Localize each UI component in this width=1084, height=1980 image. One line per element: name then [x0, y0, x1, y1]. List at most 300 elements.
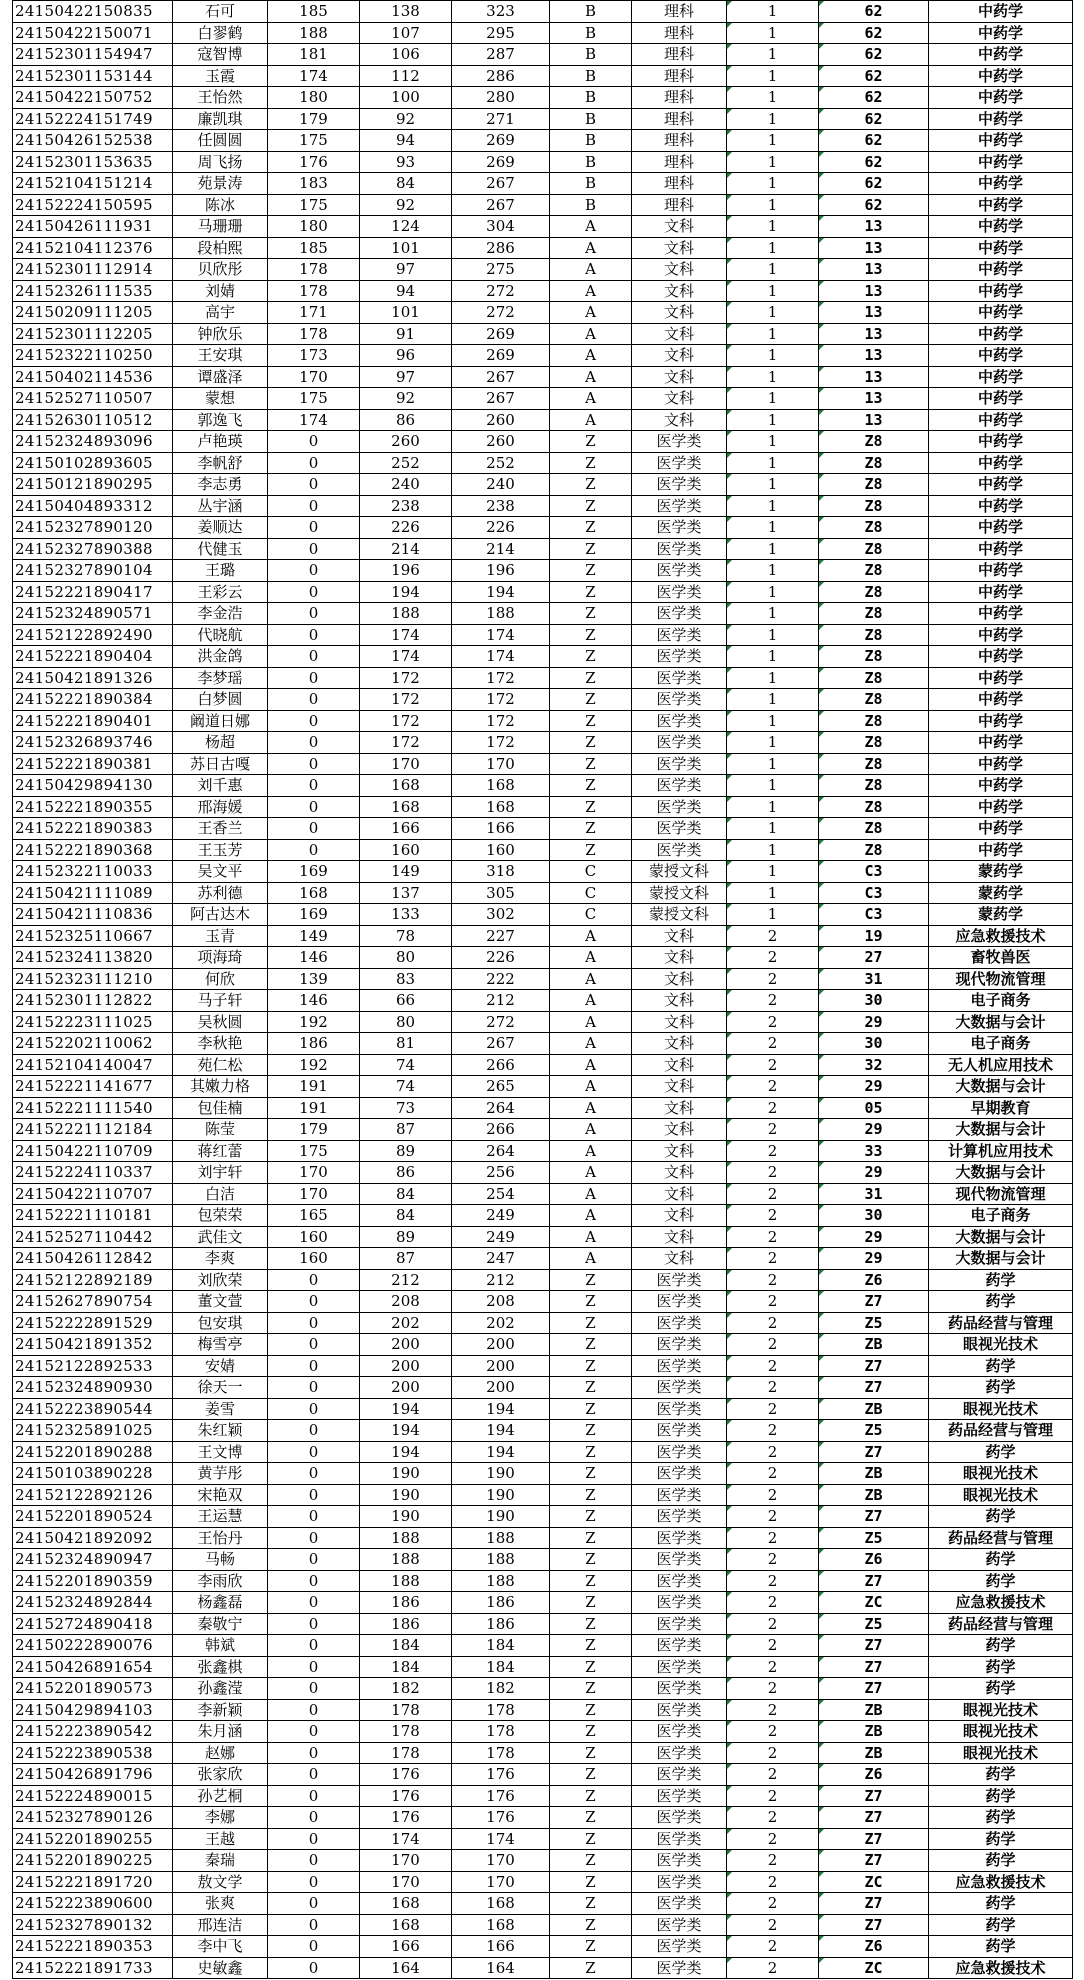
- cell-batch[interactable]: 2: [727, 1850, 819, 1872]
- cell-batch[interactable]: 1: [727, 151, 819, 173]
- cell-group[interactable]: C: [550, 882, 632, 904]
- cell-group[interactable]: Z: [550, 1527, 632, 1549]
- cell-score2[interactable]: 107: [360, 22, 452, 44]
- cell-group[interactable]: Z: [550, 1549, 632, 1571]
- cell-group[interactable]: Z: [550, 1871, 632, 1893]
- cell-major[interactable]: 大数据与会计: [929, 1076, 1073, 1098]
- cell-name[interactable]: 王璐: [173, 560, 268, 582]
- cell-id[interactable]: 24152327890120: [13, 517, 173, 539]
- cell-subject[interactable]: 医学类: [632, 732, 727, 754]
- cell-major[interactable]: 中药学: [929, 775, 1073, 797]
- cell-group[interactable]: Z: [550, 1936, 632, 1958]
- cell-batch[interactable]: 2: [727, 1549, 819, 1571]
- cell-id[interactable]: 24152221890368: [13, 839, 173, 861]
- cell-id[interactable]: 24152326111535: [13, 280, 173, 302]
- cell-code[interactable]: ZB: [819, 1398, 929, 1420]
- cell-batch[interactable]: 1: [727, 581, 819, 603]
- cell-major[interactable]: 中药学: [929, 194, 1073, 216]
- cell-subject[interactable]: 医学类: [632, 474, 727, 496]
- cell-total[interactable]: 302: [452, 904, 550, 926]
- cell-score2[interactable]: 84: [360, 1183, 452, 1205]
- cell-subject[interactable]: 蒙授文科: [632, 904, 727, 926]
- cell-score1[interactable]: 180: [268, 87, 360, 109]
- cell-score1[interactable]: 0: [268, 796, 360, 818]
- cell-score1[interactable]: 175: [268, 194, 360, 216]
- cell-id[interactable]: 24150426891654: [13, 1656, 173, 1678]
- cell-name[interactable]: 邢连洁: [173, 1914, 268, 1936]
- cell-major[interactable]: 中药学: [929, 366, 1073, 388]
- cell-code[interactable]: 05: [819, 1097, 929, 1119]
- cell-group[interactable]: A: [550, 1097, 632, 1119]
- cell-subject[interactable]: 医学类: [632, 1527, 727, 1549]
- cell-subject[interactable]: 理科: [632, 22, 727, 44]
- cell-score2[interactable]: 106: [360, 44, 452, 66]
- cell-major[interactable]: 药学: [929, 1377, 1073, 1399]
- cell-code[interactable]: Z8: [819, 474, 929, 496]
- cell-major[interactable]: 大数据与会计: [929, 1011, 1073, 1033]
- cell-score2[interactable]: 87: [360, 1248, 452, 1270]
- cell-name[interactable]: 邢海媛: [173, 796, 268, 818]
- cell-group[interactable]: Z: [550, 667, 632, 689]
- cell-score1[interactable]: 180: [268, 216, 360, 238]
- cell-score2[interactable]: 188: [360, 1549, 452, 1571]
- cell-group[interactable]: B: [550, 194, 632, 216]
- cell-major[interactable]: 药品经营与管理: [929, 1312, 1073, 1334]
- cell-total[interactable]: 226: [452, 517, 550, 539]
- cell-score1[interactable]: 0: [268, 775, 360, 797]
- cell-name[interactable]: 高宇: [173, 302, 268, 324]
- cell-major[interactable]: 药学: [929, 1549, 1073, 1571]
- cell-subject[interactable]: 医学类: [632, 775, 727, 797]
- cell-subject[interactable]: 医学类: [632, 517, 727, 539]
- cell-code[interactable]: Z6: [819, 1936, 929, 1958]
- cell-code[interactable]: Z6: [819, 1549, 929, 1571]
- cell-batch[interactable]: 2: [727, 1140, 819, 1162]
- cell-code[interactable]: Z8: [819, 818, 929, 840]
- cell-score2[interactable]: 112: [360, 65, 452, 87]
- cell-total[interactable]: 168: [452, 796, 550, 818]
- cell-batch[interactable]: 1: [727, 839, 819, 861]
- cell-subject[interactable]: 医学类: [632, 495, 727, 517]
- cell-subject[interactable]: 医学类: [632, 1312, 727, 1334]
- cell-name[interactable]: 王香兰: [173, 818, 268, 840]
- cell-major[interactable]: 药学: [929, 1635, 1073, 1657]
- cell-code[interactable]: 62: [819, 173, 929, 195]
- cell-subject[interactable]: 医学类: [632, 1592, 727, 1614]
- cell-subject[interactable]: 蒙授文科: [632, 882, 727, 904]
- cell-subject[interactable]: 蒙授文科: [632, 861, 727, 883]
- cell-batch[interactable]: 2: [727, 1570, 819, 1592]
- cell-score2[interactable]: 86: [360, 1162, 452, 1184]
- cell-id[interactable]: 24152527110507: [13, 388, 173, 410]
- cell-name[interactable]: 阿古达木: [173, 904, 268, 926]
- cell-batch[interactable]: 2: [727, 947, 819, 969]
- cell-name[interactable]: 史敏鑫: [173, 1957, 268, 1979]
- cell-group[interactable]: Z: [550, 1828, 632, 1850]
- cell-code[interactable]: Z7: [819, 1355, 929, 1377]
- cell-subject[interactable]: 医学类: [632, 581, 727, 603]
- cell-code[interactable]: 13: [819, 366, 929, 388]
- cell-major[interactable]: 中药学: [929, 796, 1073, 818]
- cell-subject[interactable]: 文科: [632, 323, 727, 345]
- cell-score1[interactable]: 183: [268, 173, 360, 195]
- cell-score2[interactable]: 178: [360, 1699, 452, 1721]
- cell-total[interactable]: 174: [452, 1828, 550, 1850]
- cell-subject[interactable]: 文科: [632, 990, 727, 1012]
- cell-major[interactable]: 中药学: [929, 44, 1073, 66]
- cell-subject[interactable]: 医学类: [632, 1269, 727, 1291]
- cell-score1[interactable]: 176: [268, 151, 360, 173]
- cell-total[interactable]: 196: [452, 560, 550, 582]
- cell-score1[interactable]: 0: [268, 1527, 360, 1549]
- cell-code[interactable]: 13: [819, 345, 929, 367]
- cell-score2[interactable]: 97: [360, 259, 452, 281]
- cell-subject[interactable]: 文科: [632, 1054, 727, 1076]
- cell-score2[interactable]: 174: [360, 1828, 452, 1850]
- cell-group[interactable]: A: [550, 925, 632, 947]
- cell-code[interactable]: 62: [819, 87, 929, 109]
- cell-score1[interactable]: 0: [268, 538, 360, 560]
- cell-major[interactable]: 现代物流管理: [929, 968, 1073, 990]
- cell-major[interactable]: 应急救援技术: [929, 1592, 1073, 1614]
- cell-id[interactable]: 24152221890355: [13, 796, 173, 818]
- cell-batch[interactable]: 1: [727, 280, 819, 302]
- cell-id[interactable]: 24150421111089: [13, 882, 173, 904]
- cell-code[interactable]: Z7: [819, 1506, 929, 1528]
- cell-name[interactable]: 陈冰: [173, 194, 268, 216]
- cell-name[interactable]: 郭逸飞: [173, 409, 268, 431]
- cell-major[interactable]: 中药学: [929, 409, 1073, 431]
- cell-id[interactable]: 24152326893746: [13, 732, 173, 754]
- cell-total[interactable]: 200: [452, 1377, 550, 1399]
- cell-name[interactable]: 马畅: [173, 1549, 268, 1571]
- cell-batch[interactable]: 1: [727, 108, 819, 130]
- cell-score2[interactable]: 73: [360, 1097, 452, 1119]
- cell-id[interactable]: 24152201890225: [13, 1850, 173, 1872]
- cell-score2[interactable]: 200: [360, 1355, 452, 1377]
- cell-group[interactable]: Z: [550, 753, 632, 775]
- cell-score2[interactable]: 196: [360, 560, 452, 582]
- cell-name[interactable]: 梅雪亭: [173, 1334, 268, 1356]
- cell-score1[interactable]: 168: [268, 882, 360, 904]
- cell-total[interactable]: 170: [452, 1850, 550, 1872]
- cell-major[interactable]: 药学: [929, 1828, 1073, 1850]
- cell-code[interactable]: Z8: [819, 431, 929, 453]
- cell-score2[interactable]: 176: [360, 1764, 452, 1786]
- cell-batch[interactable]: 2: [727, 1097, 819, 1119]
- cell-major[interactable]: 中药学: [929, 732, 1073, 754]
- cell-code[interactable]: Z8: [819, 452, 929, 474]
- cell-id[interactable]: 24152201890524: [13, 1506, 173, 1528]
- cell-major[interactable]: 眼视光技术: [929, 1484, 1073, 1506]
- cell-total[interactable]: 174: [452, 646, 550, 668]
- cell-score2[interactable]: 84: [360, 1205, 452, 1227]
- cell-score2[interactable]: 100: [360, 87, 452, 109]
- cell-score2[interactable]: 94: [360, 130, 452, 152]
- cell-id[interactable]: 24150429894130: [13, 775, 173, 797]
- cell-id[interactable]: 24150422150752: [13, 87, 173, 109]
- cell-id[interactable]: 24152325891025: [13, 1420, 173, 1442]
- cell-code[interactable]: Z8: [819, 796, 929, 818]
- cell-subject[interactable]: 理科: [632, 130, 727, 152]
- cell-name[interactable]: 刘欣荣: [173, 1269, 268, 1291]
- cell-score1[interactable]: 0: [268, 667, 360, 689]
- cell-group[interactable]: A: [550, 388, 632, 410]
- cell-name[interactable]: 王安琪: [173, 345, 268, 367]
- cell-group[interactable]: Z: [550, 1850, 632, 1872]
- cell-score2[interactable]: 252: [360, 452, 452, 474]
- cell-id[interactable]: 24152327890132: [13, 1914, 173, 1936]
- cell-total[interactable]: 265: [452, 1076, 550, 1098]
- cell-total[interactable]: 194: [452, 1441, 550, 1463]
- cell-subject[interactable]: 医学类: [632, 624, 727, 646]
- cell-total[interactable]: 200: [452, 1334, 550, 1356]
- cell-major[interactable]: 应急救援技术: [929, 925, 1073, 947]
- cell-major[interactable]: 中药学: [929, 388, 1073, 410]
- cell-subject[interactable]: 医学类: [632, 689, 727, 711]
- cell-name[interactable]: 代晓航: [173, 624, 268, 646]
- cell-total[interactable]: 227: [452, 925, 550, 947]
- cell-code[interactable]: Z8: [819, 839, 929, 861]
- cell-subject[interactable]: 理科: [632, 173, 727, 195]
- cell-total[interactable]: 267: [452, 1033, 550, 1055]
- cell-code[interactable]: 62: [819, 194, 929, 216]
- cell-major[interactable]: 中药学: [929, 538, 1073, 560]
- cell-total[interactable]: 168: [452, 1893, 550, 1915]
- cell-total[interactable]: 269: [452, 130, 550, 152]
- cell-batch[interactable]: 2: [727, 1914, 819, 1936]
- cell-score1[interactable]: 0: [268, 603, 360, 625]
- cell-id[interactable]: 24150426112842: [13, 1248, 173, 1270]
- cell-batch[interactable]: 2: [727, 1635, 819, 1657]
- cell-batch[interactable]: 2: [727, 1119, 819, 1141]
- cell-group[interactable]: A: [550, 323, 632, 345]
- cell-subject[interactable]: 文科: [632, 216, 727, 238]
- cell-total[interactable]: 267: [452, 194, 550, 216]
- cell-id[interactable]: 24150421891326: [13, 667, 173, 689]
- cell-group[interactable]: A: [550, 1076, 632, 1098]
- cell-total[interactable]: 202: [452, 1312, 550, 1334]
- cell-total[interactable]: 174: [452, 624, 550, 646]
- cell-id[interactable]: 24152122892189: [13, 1269, 173, 1291]
- cell-major[interactable]: 中药学: [929, 87, 1073, 109]
- cell-major[interactable]: 中药学: [929, 1, 1073, 23]
- cell-major[interactable]: 眼视光技术: [929, 1699, 1073, 1721]
- cell-group[interactable]: Z: [550, 1914, 632, 1936]
- cell-total[interactable]: 182: [452, 1678, 550, 1700]
- cell-batch[interactable]: 1: [727, 603, 819, 625]
- cell-subject[interactable]: 文科: [632, 409, 727, 431]
- cell-score1[interactable]: 0: [268, 1635, 360, 1657]
- cell-score2[interactable]: 190: [360, 1484, 452, 1506]
- cell-batch[interactable]: 1: [727, 409, 819, 431]
- cell-major[interactable]: 中药学: [929, 237, 1073, 259]
- cell-score2[interactable]: 84: [360, 173, 452, 195]
- cell-code[interactable]: Z8: [819, 732, 929, 754]
- cell-id[interactable]: 24152323111210: [13, 968, 173, 990]
- cell-score1[interactable]: 0: [268, 839, 360, 861]
- cell-id[interactable]: 24152104112376: [13, 237, 173, 259]
- cell-major[interactable]: 眼视光技术: [929, 1463, 1073, 1485]
- cell-score1[interactable]: 0: [268, 1441, 360, 1463]
- cell-major[interactable]: 中药学: [929, 624, 1073, 646]
- cell-batch[interactable]: 1: [727, 65, 819, 87]
- cell-code[interactable]: 33: [819, 1140, 929, 1162]
- cell-major[interactable]: 中药学: [929, 839, 1073, 861]
- cell-batch[interactable]: 1: [727, 194, 819, 216]
- cell-total[interactable]: 176: [452, 1807, 550, 1829]
- cell-group[interactable]: B: [550, 151, 632, 173]
- cell-name[interactable]: 赵娜: [173, 1742, 268, 1764]
- cell-name[interactable]: 包安琪: [173, 1312, 268, 1334]
- cell-code[interactable]: Z5: [819, 1527, 929, 1549]
- cell-id[interactable]: 24152223890600: [13, 1893, 173, 1915]
- cell-score1[interactable]: 0: [268, 452, 360, 474]
- cell-id[interactable]: 24152221891733: [13, 1957, 173, 1979]
- cell-score1[interactable]: 0: [268, 1484, 360, 1506]
- cell-batch[interactable]: 2: [727, 1463, 819, 1485]
- cell-score2[interactable]: 92: [360, 108, 452, 130]
- cell-score2[interactable]: 133: [360, 904, 452, 926]
- cell-subject[interactable]: 医学类: [632, 1721, 727, 1743]
- cell-subject[interactable]: 理科: [632, 108, 727, 130]
- cell-id[interactable]: 24152223890544: [13, 1398, 173, 1420]
- cell-batch[interactable]: 1: [727, 882, 819, 904]
- cell-score2[interactable]: 87: [360, 1119, 452, 1141]
- cell-batch[interactable]: 1: [727, 323, 819, 345]
- cell-score2[interactable]: 184: [360, 1656, 452, 1678]
- cell-subject[interactable]: 医学类: [632, 1334, 727, 1356]
- cell-name[interactable]: 李梦瑶: [173, 667, 268, 689]
- cell-id[interactable]: 24152221111540: [13, 1097, 173, 1119]
- cell-batch[interactable]: 2: [727, 1033, 819, 1055]
- cell-name[interactable]: 马珊珊: [173, 216, 268, 238]
- cell-score1[interactable]: 178: [268, 280, 360, 302]
- cell-score1[interactable]: 0: [268, 1893, 360, 1915]
- cell-batch[interactable]: 2: [727, 990, 819, 1012]
- cell-group[interactable]: Z: [550, 732, 632, 754]
- cell-code[interactable]: 13: [819, 388, 929, 410]
- cell-score1[interactable]: 0: [268, 1355, 360, 1377]
- cell-id[interactable]: 24150422150835: [13, 1, 173, 23]
- cell-score2[interactable]: 80: [360, 947, 452, 969]
- cell-name[interactable]: 项海琦: [173, 947, 268, 969]
- cell-major[interactable]: 中药学: [929, 495, 1073, 517]
- cell-code[interactable]: Z7: [819, 1291, 929, 1313]
- cell-score2[interactable]: 78: [360, 925, 452, 947]
- cell-batch[interactable]: 2: [727, 1764, 819, 1786]
- cell-score2[interactable]: 208: [360, 1291, 452, 1313]
- cell-name[interactable]: 姜雪: [173, 1398, 268, 1420]
- cell-major[interactable]: 应急救援技术: [929, 1871, 1073, 1893]
- cell-code[interactable]: Z6: [819, 1269, 929, 1291]
- cell-code[interactable]: 30: [819, 1033, 929, 1055]
- cell-group[interactable]: A: [550, 1054, 632, 1076]
- cell-subject[interactable]: 文科: [632, 388, 727, 410]
- cell-score1[interactable]: 0: [268, 1312, 360, 1334]
- cell-major[interactable]: 中药学: [929, 474, 1073, 496]
- cell-group[interactable]: B: [550, 130, 632, 152]
- cell-score1[interactable]: 0: [268, 1613, 360, 1635]
- cell-batch[interactable]: 2: [727, 1957, 819, 1979]
- cell-subject[interactable]: 医学类: [632, 1828, 727, 1850]
- cell-group[interactable]: Z: [550, 452, 632, 474]
- cell-code[interactable]: 29: [819, 1076, 929, 1098]
- cell-code[interactable]: Z8: [819, 710, 929, 732]
- cell-score2[interactable]: 97: [360, 366, 452, 388]
- cell-score1[interactable]: 0: [268, 1420, 360, 1442]
- cell-major[interactable]: 药学: [929, 1355, 1073, 1377]
- cell-score2[interactable]: 166: [360, 818, 452, 840]
- cell-code[interactable]: 27: [819, 947, 929, 969]
- cell-id[interactable]: 24152221890383: [13, 818, 173, 840]
- cell-id[interactable]: 24152221891720: [13, 1871, 173, 1893]
- cell-total[interactable]: 264: [452, 1097, 550, 1119]
- cell-major[interactable]: 药学: [929, 1291, 1073, 1313]
- cell-code[interactable]: Z7: [819, 1893, 929, 1915]
- cell-code[interactable]: ZC: [819, 1592, 929, 1614]
- cell-subject[interactable]: 医学类: [632, 1420, 727, 1442]
- cell-code[interactable]: Z7: [819, 1850, 929, 1872]
- cell-code[interactable]: Z5: [819, 1420, 929, 1442]
- cell-name[interactable]: 丛宇涵: [173, 495, 268, 517]
- cell-major[interactable]: 大数据与会计: [929, 1248, 1073, 1270]
- cell-name[interactable]: 谭盛泽: [173, 366, 268, 388]
- cell-score2[interactable]: 172: [360, 732, 452, 754]
- cell-score1[interactable]: 0: [268, 1936, 360, 1958]
- cell-code[interactable]: 62: [819, 151, 929, 173]
- cell-major[interactable]: 药品经营与管理: [929, 1527, 1073, 1549]
- cell-total[interactable]: 222: [452, 968, 550, 990]
- cell-score1[interactable]: 178: [268, 323, 360, 345]
- cell-score2[interactable]: 190: [360, 1506, 452, 1528]
- cell-total[interactable]: 188: [452, 1570, 550, 1592]
- cell-score2[interactable]: 182: [360, 1678, 452, 1700]
- cell-major[interactable]: 药学: [929, 1764, 1073, 1786]
- cell-group[interactable]: Z: [550, 1721, 632, 1743]
- cell-group[interactable]: Z: [550, 1613, 632, 1635]
- cell-group[interactable]: Z: [550, 1506, 632, 1528]
- cell-name[interactable]: 陈莹: [173, 1119, 268, 1141]
- cell-major[interactable]: 中药学: [929, 603, 1073, 625]
- cell-code[interactable]: Z7: [819, 1570, 929, 1592]
- cell-subject[interactable]: 医学类: [632, 1699, 727, 1721]
- cell-id[interactable]: 24152221112184: [13, 1119, 173, 1141]
- cell-code[interactable]: 29: [819, 1226, 929, 1248]
- cell-score1[interactable]: 139: [268, 968, 360, 990]
- cell-code[interactable]: 13: [819, 216, 929, 238]
- cell-total[interactable]: 172: [452, 710, 550, 732]
- cell-id[interactable]: 24150421891352: [13, 1334, 173, 1356]
- cell-id[interactable]: 24152201890359: [13, 1570, 173, 1592]
- cell-group[interactable]: Z: [550, 1377, 632, 1399]
- cell-score1[interactable]: 0: [268, 732, 360, 754]
- cell-code[interactable]: Z8: [819, 538, 929, 560]
- cell-group[interactable]: Z: [550, 1592, 632, 1614]
- cell-batch[interactable]: 2: [727, 1699, 819, 1721]
- cell-name[interactable]: 张鑫棋: [173, 1656, 268, 1678]
- cell-code[interactable]: ZB: [819, 1463, 929, 1485]
- cell-id[interactable]: 24152301112914: [13, 259, 173, 281]
- cell-batch[interactable]: 2: [727, 1334, 819, 1356]
- cell-subject[interactable]: 医学类: [632, 452, 727, 474]
- cell-score2[interactable]: 190: [360, 1463, 452, 1485]
- cell-major[interactable]: 中药学: [929, 452, 1073, 474]
- cell-score1[interactable]: 0: [268, 1957, 360, 1979]
- cell-major[interactable]: 中药学: [929, 323, 1073, 345]
- cell-score1[interactable]: 0: [268, 818, 360, 840]
- cell-score1[interactable]: 186: [268, 1033, 360, 1055]
